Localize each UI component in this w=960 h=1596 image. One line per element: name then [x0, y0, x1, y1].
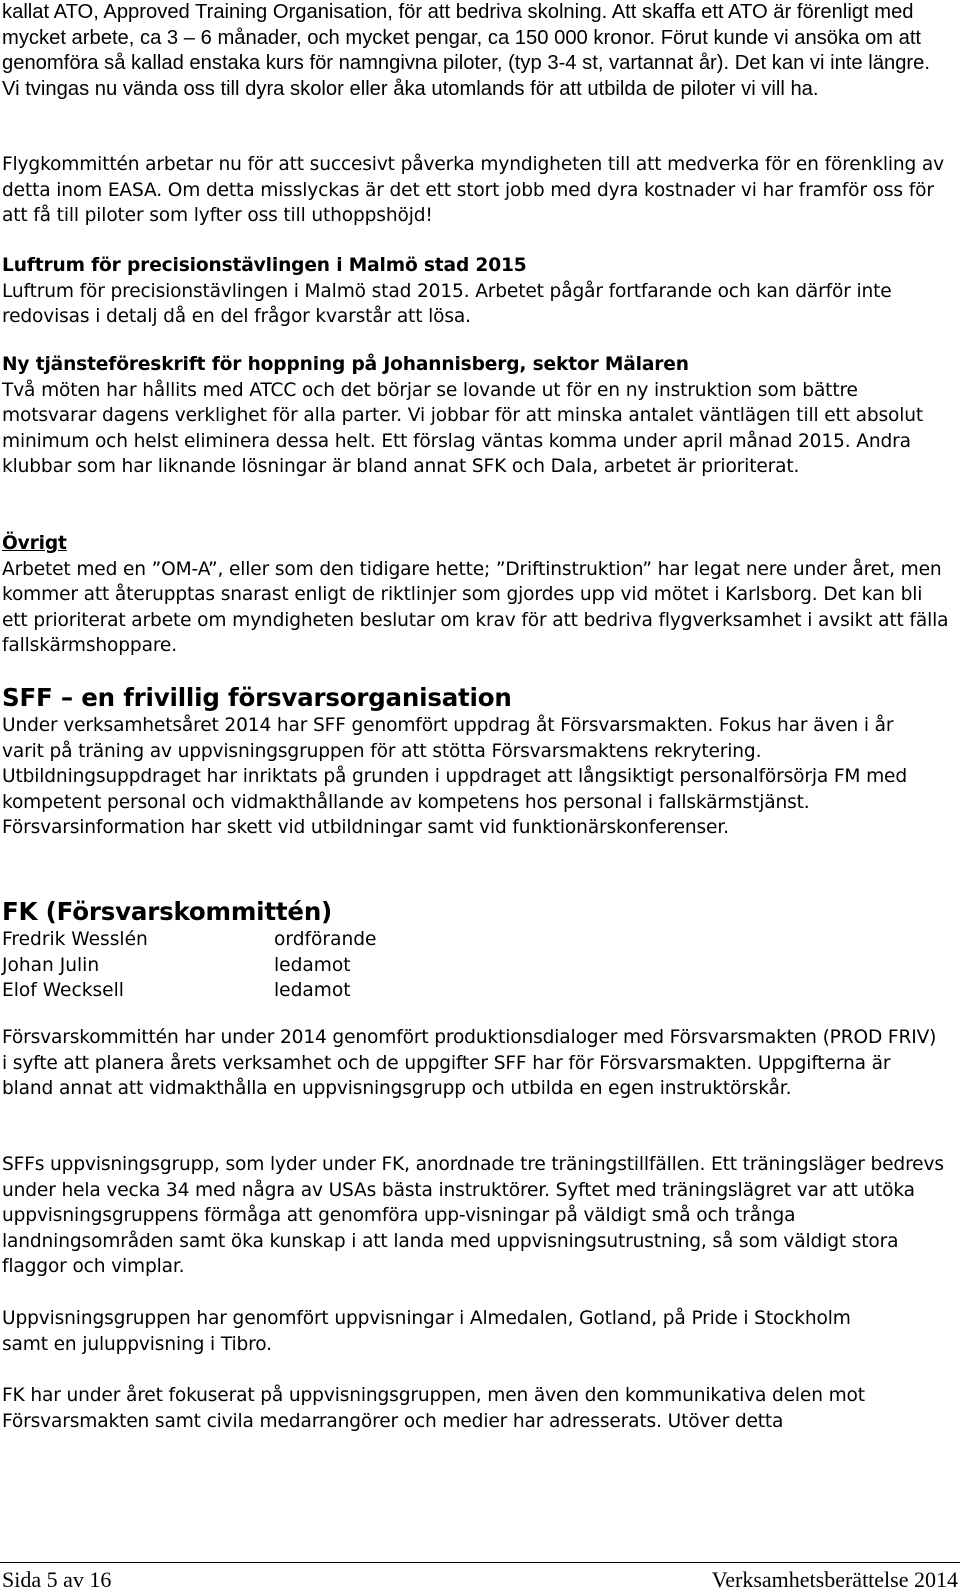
tjansteforeskrift-body: Två möten har hållits med ATCC och det börjar se lovande ut för en ny instruktion som bättre motsvarar dagens verklighet för alla parter. Vi jobbar för att minska antalet väntlägen till ett absolut minimum och helst eliminera dessa helt. Ett förslag väntas komma under april månad 2015. Andra klubbar som har liknande lösningar är bland annat SFK och Dala, arbetet är prioriterat.	[2, 379, 924, 477]
ovrigt-section	[2, 531, 956, 659]
member-name: Elof Wecksell	[2, 980, 124, 1001]
page-footer	[0, 1562, 960, 1596]
fk-paragraph-4	[2, 1383, 956, 1434]
sff-heading: SFF – en frivillig försvarsorganisation	[2, 683, 512, 712]
tjansteforeskrift-heading: Ny tjänsteföreskrift för hoppning på Johannisberg, sektor Mälaren	[2, 354, 689, 375]
fk-para-1-text: Försvarskommittén har under 2014 genomfört produktionsdialoger med Försvarsmakten (PROD FRIV) i syfte att planera årets verksamhet och de uppgifter SFF har för Försvarsmakten. Uppgifterna är bland annat att vidmakthålla en uppvisningsgrupp och utbilda en egen instruktörskår.	[2, 1027, 937, 1099]
sff-body: Under verksamhetsåret 2014 har SFF genomfört uppdrag åt Försvarsmakten. Fokus har även i år varit på träning av uppvisningsgruppen för att stötta Försvarsmaktens rekrytering. Utbildningsuppdraget har inriktats på grunden i uppdraget att långsiktigt personalförsörja FM med kompetent personal och vidmakthållande av kompetens hos personal i fallskärmstjänst. Försvarsinformation har skett vid utbildningar samt vid funktionärskonferenser.	[2, 715, 907, 838]
member-role: ledamot	[274, 954, 351, 976]
fk-member-list	[2, 927, 956, 1004]
fk-paragraph-3	[2, 1306, 956, 1357]
luftrum-heading: Luftrum för precisionstävlingen i Malmö stad 2015	[2, 255, 527, 276]
member-role: ordförande	[274, 929, 377, 950]
fk-member-row	[2, 953, 956, 979]
fk-member-row	[2, 927, 956, 953]
intro-section	[2, 0, 956, 102]
page-prefix: Sida	[2, 1567, 42, 1592]
fk-para-2-text: SFFs uppvisningsgrupp, som lyder under FK, anordnade tre träningstillfällen. Ett träningsläger bedrevs under hela vecka 34 med några av USAs bästa instruktörer. Syftet med träningslägret var att utöka uppvisningsgruppens förmåga att genomföra upp-visningar på väldigt små och trånga landningsområden samt öka kunskap i att landa med uppvisningsutrustning, så som väldigt stora flaggor och vimplar.	[2, 1154, 944, 1277]
fk-member-row	[2, 978, 956, 1004]
member-name: Johan Julin	[2, 954, 100, 976]
page-counter	[2, 1567, 111, 1593]
page-total: 16	[89, 1567, 112, 1592]
member-name: Fredrik Wesslén	[2, 929, 148, 950]
tjansteforeskrift-section	[2, 352, 956, 480]
fk-heading: FK (Försvarskommittén)	[2, 897, 333, 926]
fk-paragraph-2	[2, 1152, 956, 1280]
ovrigt-heading: Övrigt	[2, 533, 67, 554]
luftrum-section	[2, 253, 956, 330]
member-role: ledamot	[274, 980, 351, 1001]
intro-paragraph: kallat ATO, Approved Training Organisation, för att bedriva skolning. Att skaffa ett ATO är förenligt med mycket arbete, ca 3 – 6 månader, och mycket pengar, ca 150 000 kronor. Förut kunde vi ansöka om att genomföra så kallad enstaka kurs för namngivna piloter, (typ 3-4 st, vartannat år). Det kan vi inte längre. Vi tvingas nu vända oss till dyra skolor eller åka utomlands för att utbilda de piloter vi vill ha.	[2, 1, 930, 100]
fk-para-4-text: FK har under året fokuserat på uppvisningsgruppen, men även den kommunikativa delen mot Försvarsmakten samt civila medarrangörer och medier har adresserats. Utöver detta	[2, 1385, 865, 1432]
flygkommitten-paragraph: Flygkommittén arbetar nu för att succesivt påverka myndigheten till att medverka för en förenkling av detta inom EASA. Om detta misslyckas är det ett stort jobb med dyra kostnader vi har framför oss för att få till piloter som lyfter oss till uthoppshöjd!	[2, 154, 944, 226]
ovrigt-body: Arbetet med en ”OM-A”, eller som den tidigare hette; ”Driftinstruktion” har legat nere under året, men kommer att återupptas snarast enligt de riktlinjer som gjordes upp vid mötet i Karlsborg. Det kan bli ett prioriterat arbete om myndigheten beslutar om krav för att bedriva flygverksamhet i avsikt att fälla fallskärmshoppare.	[2, 558, 949, 656]
fk-section	[2, 897, 956, 1004]
flygkommitten-section	[2, 152, 956, 229]
fk-para-3-text: Uppvisningsgruppen har genomfört uppvisningar i Almedalen, Gotland, på Pride i Stockholm samt en juluppvisning i Tibro.	[2, 1308, 851, 1355]
sff-section	[2, 683, 956, 841]
document-title: Verksamhetsberättelse 2014	[711, 1567, 958, 1592]
fk-paragraph-1	[2, 1025, 956, 1102]
page-number: 5	[46, 1567, 58, 1592]
page-of: av	[63, 1567, 84, 1592]
luftrum-body: Luftrum för precisionstävlingen i Malmö stad 2015. Arbetet pågår fortfarande och kan därför inte redovisas i detalj då en del frågor kvarstår att lösa.	[2, 280, 892, 327]
